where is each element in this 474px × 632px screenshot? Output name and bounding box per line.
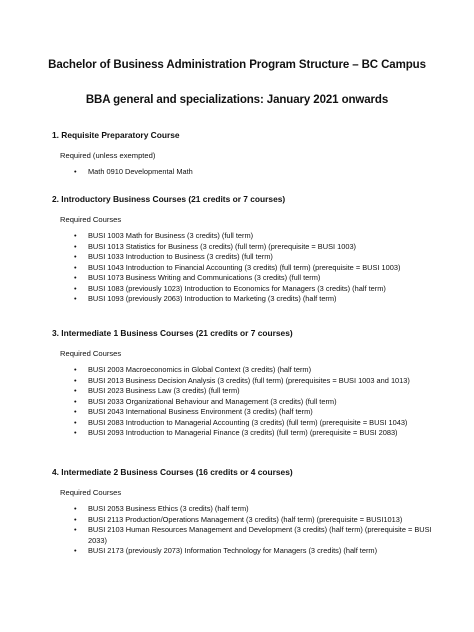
bullet-icon: • [74,252,77,261]
document-title: Bachelor of Business Administration Program Structure – BC Campus [48,59,426,71]
course-text: BUSI 2013 Business Decision Analysis (3 credits) (full term) (prerequisites = BUSI 1003 and 1013) [88,375,410,385]
bullet-icon: • [74,231,77,240]
section-intermediate-1 [52,328,448,439]
course-text: BUSI 2043 International Business Environment (3 credits) (half term) [88,407,313,416]
course-list [52,504,448,557]
section-intermediate-2 [52,467,448,557]
bullet-icon: • [74,386,77,395]
bullet-icon: • [74,546,77,555]
course-text: BUSI 2003 Macroeconomics in Global Context (3 credits) (half term) [88,365,312,374]
bullet-icon: • [74,396,77,406]
section-subheading: Required Courses [60,215,122,224]
bullet-icon: • [74,428,77,437]
course-text: BUSI 2103 Human Resources Management and Development (3 credits) (half term) (prerequisite = BUSI 2033) [88,525,432,545]
list-item [74,525,448,546]
course-text: BUSI 2113 Production/Operations Management (3 credits) (half term) (prerequisite = BUSI1013) [88,514,403,524]
list-item [74,397,448,408]
bullet-icon: • [74,514,77,524]
section-subheading: Required (unless exempted) [60,151,156,160]
list-item [74,365,448,376]
section-introductory [52,194,448,305]
section-heading: 4. Intermediate 2 Business Courses (16 credits or 4 courses) [52,467,293,477]
bullet-icon: • [74,262,77,272]
bullet-icon: • [74,294,77,303]
bullet-icon: • [74,504,77,513]
section-heading: 2. Introductory Business Courses (21 credits or 7 courses) [52,194,286,204]
course-text: BUSI 2083 Introduction to Managerial Accounting (3 credits) (full term) (prerequisite = BUSI 1043) [88,417,408,427]
course-list [52,231,448,305]
document-subtitle: BBA general and specializations: January 2021 onwards [85,94,389,106]
bullet-icon: • [74,525,77,534]
course-text: BUSI 1033 Introduction to Business (3 credits) (full term) [88,252,273,261]
bullet-icon: • [74,375,77,385]
section-heading: 3. Intermediate 1 Business Courses (21 credits or 7 courses) [52,328,293,338]
course-text: BUSI 2033 Organizational Behaviour and Management (3 credits) (full term) [88,396,337,406]
course-text: BUSI 1043 Introduction to Financial Accounting (3 credits) (full term) (prerequisite = BUSI 1003) [88,262,401,272]
list-item [74,231,448,242]
list-item [74,167,448,178]
bullet-icon: • [74,167,77,176]
section-subheading: Required Courses [60,349,122,358]
list-item [74,504,448,515]
course-text: BUSI 1073 Business Writing and Communications (3 credits) (full term) [88,273,321,282]
list-item [74,407,448,418]
list-item [74,546,448,557]
course-text: BUSI 1003 Math for Business (3 credits) (full term) [88,231,254,240]
bullet-icon: • [74,417,77,427]
course-text: BUSI 1013 Statistics for Business (3 credits) (full term) (prerequisite = BUSI 1003) [88,241,357,251]
course-list [52,365,448,439]
section-requisite-preparatory [52,130,448,178]
course-text: Math 0910 Developmental Math [88,167,193,176]
course-text: BUSI 2173 (previously 2073) Information Technology for Managers (3 credits) (half term) [88,546,378,555]
bullet-icon: • [74,365,77,374]
bullet-icon: • [74,283,77,293]
course-list [52,167,448,178]
course-text: BUSI 2023 Business Law (3 credits) (full term) [88,386,240,395]
bullet-icon: • [74,407,77,416]
section-heading: 1. Requisite Preparatory Course [52,130,180,140]
bullet-icon: • [74,273,77,282]
list-item [74,242,448,253]
course-text: BUSI 2053 Business Ethics (3 credits) (half term) [88,504,249,513]
course-text: BUSI 1093 (previously 2063) Introduction to Marketing (3 credits) (half term) [88,294,337,303]
list-item [74,273,448,284]
list-item [74,428,448,439]
list-item [74,376,448,387]
list-item [74,515,448,526]
list-item [74,386,448,397]
list-item [74,294,448,305]
section-subheading: Required Courses [60,488,122,497]
list-item [74,418,448,429]
list-item [74,284,448,295]
bullet-icon: • [74,241,77,251]
course-text: BUSI 1083 (previously 1023) Introduction to Economics for Managers (3 credits) (half term) [88,283,386,293]
list-item [74,263,448,274]
course-text: BUSI 2093 Introduction to Managerial Finance (3 credits) (full term) (prerequisite = BUSI 2083) [88,428,398,437]
list-item [74,252,448,263]
